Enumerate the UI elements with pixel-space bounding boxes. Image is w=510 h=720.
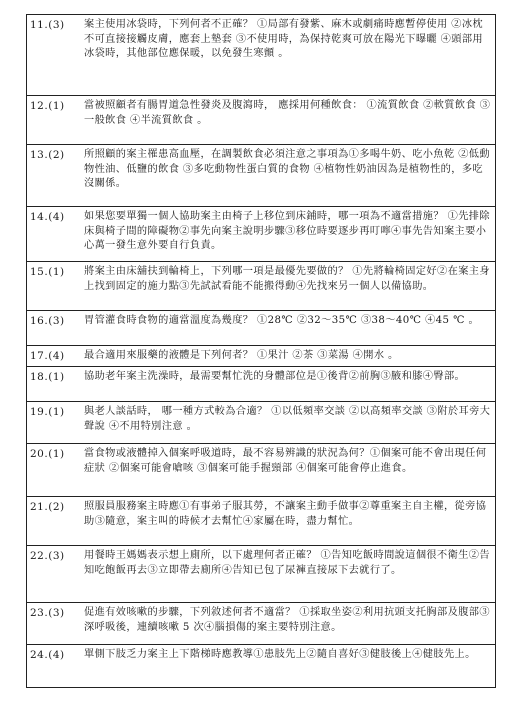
question-23 (26, 602, 496, 645)
question-17 (26, 345, 496, 367)
question-text: 當被照顧者有腸胃道急性發炎及腹瀉時， 應採用何種飲食： ①流質飲食 ②軟質飲食 ③一般飲食 ④半流質飲食 。 (84, 100, 491, 126)
question-14 (26, 206, 496, 262)
answer-key: 3 (52, 19, 60, 31)
question-number: 15.(1) (30, 266, 65, 278)
question-text: 將案主由床舖扶到輪椅上，下列哪一項是最優先要做的？ ①先將輪椅固定好②在案主身上找到固定的施力點③先試試看能不能搬得動④先找來另一個人以備協助。 (84, 266, 490, 292)
question-18 (26, 366, 496, 402)
question-number: 22.(3) (30, 550, 65, 562)
answer-key: 1 (52, 406, 60, 418)
answer-key: 4 (52, 350, 60, 362)
question-number: 20.(1) (30, 448, 65, 460)
question-text: 如果您要單獨一個人協助案主由椅子上移位到床鋪時，哪一項為不適當措施？ ①先排除床與椅子間的障礙物②事先向案主說明步驟③移位時要逐步再叮嚀④事先告知案主要小心萬一發生意外要自行負責。 (84, 211, 490, 251)
answer-key: 1 (52, 266, 60, 278)
answer-key: 1 (52, 448, 60, 460)
question-text: 所照顧的案主罹患高血壓，在調製飲食必須注意之事項為①多喝牛奶、吃小魚乾 ②低動物性油、低鹽的飲食 ③多吃動物性蛋白質的食物 ④植物性奶油因為是植物性的，多吃沒關係。 (84, 149, 490, 189)
question-number: 21.(2) (30, 501, 65, 513)
answer-key: 4 (52, 211, 60, 223)
answer-key: 3 (52, 607, 60, 619)
answer-key: 3 (52, 315, 60, 327)
question-22 (26, 545, 496, 603)
answer-key: 1 (52, 371, 60, 383)
question-text: 用餐時王媽媽表示想上廁所，以下處理何者正確？ ①告知吃飯時間說這個很不衛生②告知吃飽飯再去③立即帶去廁所④告知已包了尿褲直接尿下去就行了。 (84, 550, 490, 576)
answer-key: 2 (52, 501, 60, 513)
question-text: 案主使用冰袋時，下列何者不正確？ ①局部有發紫、麻木或劇痛時應暫停使用 ②冰枕不可直接接觸皮膚，應套上墊套 ③不使用時，為保持乾爽可放在陽光下曝曬 ④頭部用冰袋時，其他部位應保暖，以免發生寒顫 。 (84, 19, 484, 59)
answer-key: 4 (52, 649, 60, 661)
question-number: 24.(4) (30, 649, 65, 661)
question-16 (26, 310, 496, 346)
question-21 (26, 496, 496, 546)
question-19 (26, 401, 496, 444)
answer-key: 3 (52, 550, 60, 562)
question-text: 協助老年案主洗澡時，最需要幫忙洗的身體部位是①後背②前胸③腋和膝④臀部。 (84, 371, 466, 382)
question-number: 12.(1) (30, 100, 65, 112)
answer-key: 1 (52, 100, 60, 112)
question-number: 17.(4) (30, 350, 65, 362)
question-number: 23.(3) (30, 607, 65, 619)
question-24 (26, 644, 496, 688)
question-number: 14.(4) (30, 211, 65, 223)
question-text: 胃管灌食時食物的適當溫度為幾度？ ①28℃ ②32～35℃ ③38～40℃ ④45 ℃ 。 (84, 315, 480, 326)
question-text: 與老人談話時， 哪一種方式較為合適？ ①以低頻率交談 ②以高頻率交談 ③附於耳旁大聲說 ④不用特別注意 。 (84, 406, 491, 432)
question-number: 11.(3) (30, 19, 65, 31)
question-number: 13.(2) (30, 149, 65, 161)
question-20 (26, 443, 496, 497)
question-number: 16.(3) (30, 315, 65, 327)
question-13 (26, 144, 496, 207)
question-text: 最合適用來服藥的液體是下列何者？ ①果汁 ②茶 ③菜湯 ④開水 。 (84, 350, 399, 361)
question-text: 照服員服務案主時應①有事弟子服其勞，不讓案主動手做事②尊重案主自主權，從旁協助③隨意，案主叫的時候才去幫忙④家屬在時，盡力幫忙。 (84, 501, 487, 527)
answer-key: 2 (52, 149, 60, 161)
question-15 (26, 261, 496, 311)
question-number: 18.(1) (30, 371, 65, 383)
question-11 (26, 14, 496, 96)
question-text: 促進有效咳嗽的步驟，下列敘述何者不適當？ ①採取坐姿②利用抗頭支托胸部及腹部③深呼吸後，連續咳嗽 5 次④腦損傷的案主要特別注意。 (84, 607, 490, 633)
question-number: 19.(1) (30, 406, 65, 418)
question-12 (26, 95, 496, 145)
question-text: 單側下肢乏力案主上下階梯時應教導①患肢先上②隨自喜好③健肢後上④健肢先上。 (84, 649, 476, 660)
question-text: 當食物或液體掉入個案呼吸道時，最不容易辨識的狀況為何？①個案可能不會出現任何症狀 ②個案可能會嗆咳 ③個案可能手握頸部 ④個案可能會停止進食。 (84, 448, 487, 474)
